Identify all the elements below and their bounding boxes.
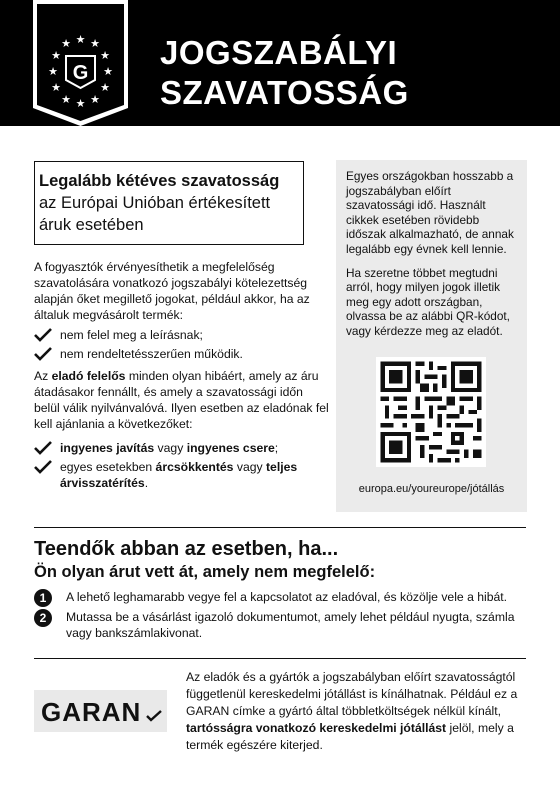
title-line-2: SZAVATOSSÁG (160, 74, 409, 111)
svg-text:G: G (72, 62, 89, 84)
title-line-1: JOGSZABÁLYI (160, 34, 398, 71)
page-title (160, 33, 409, 113)
header-banner (0, 0, 560, 126)
garan-logo-text: GARAN (41, 697, 142, 727)
step-1 (34, 589, 529, 605)
svg-text:★: ★ (100, 49, 110, 62)
sidebar-paragraph-2: Ha szeretne többet megtudni arról, hogy milyen jogok illetik meg egy adott országban, olvassa be az alábbi QR-kódot, vagy kérdezze meg az eladót. (346, 265, 510, 338)
remedy-list (34, 440, 330, 491)
list-item: nem rendeltetésszerűen működik. (34, 346, 330, 362)
step-text: A lehető leghamarabb vegye fel a kapcsolatot az eladóval, és közölje vele a hibát. (66, 590, 508, 604)
headline-bold: Legalább kétéves szavatosság (39, 172, 280, 190)
headline-rest: az Európai Unióban értékesített áruk esetében (39, 194, 271, 234)
checkmark-icon (34, 441, 52, 455)
checkmark-icon (34, 328, 52, 342)
sidebar-paragraph-1: Egyes országokban hosszabb a jogszabályban előírt szavatossági idő. Használt cikkek esetében rövidebb időszak alkalmazható, de annak legalább egy évnek kell lennie. (346, 169, 514, 256)
seller-liability-paragraph: Az eladó felelős minden olyan hibáért, amely az áru átadásakor fennállt, és amely a szavatossági időn belül válik nyilvánvalóvá. Ilyen esetben az eladónak fel kell ajánlania a következőket: (34, 369, 329, 431)
list-item: egyes esetekben árcsökkentés vagy teljes árvisszatérítés. (34, 459, 330, 491)
svg-text:★: ★ (103, 65, 113, 78)
info-sidebar (336, 160, 527, 512)
qr-code[interactable] (376, 357, 486, 467)
divider-top (34, 527, 526, 528)
consumer-rights-paragraph: A fogyasztók érvényesíthetik a megfelelőség szavatolására vonatkozó jogszabályi kötelezettség alapján őket megillető jogokat, például akkor, ha az általuk megvásárolt termék: (34, 260, 310, 322)
step-number-badge: 1 (34, 589, 52, 607)
svg-text:★: ★ (75, 33, 86, 46)
eu-guarantee-badge-icon (33, 0, 128, 126)
steps-subheading: Ön olyan árut vett át, amely nem megfelelő: (34, 563, 376, 581)
svg-text:★: ★ (100, 81, 110, 94)
svg-text:★: ★ (61, 93, 71, 106)
condition-list (34, 327, 330, 362)
garan-logo (34, 690, 167, 732)
divider-bottom (34, 658, 526, 659)
steps-heading: Teendők abban az esetben, ha... (34, 538, 339, 560)
svg-text:★: ★ (51, 49, 61, 62)
europa-link[interactable]: europa.eu/youreurope/jótállás (358, 483, 505, 495)
step-number-badge: 2 (34, 609, 52, 627)
svg-text:★: ★ (51, 81, 61, 94)
svg-text:★: ★ (90, 93, 100, 106)
step-text: Mutassa be a vásárlást igazoló dokumentumot, amely lehet például nyugta, számla vagy bankszámlakivonat. (66, 610, 515, 640)
checkmark-icon (146, 710, 162, 722)
list-item: nem felel meg a leírásnak; (34, 327, 330, 343)
left-column (34, 161, 330, 497)
garan-description: Az eladók és a gyártók a jogszabályban előírt szavatosságtól függetlenül kereskedelmi jótállást is kínálhatnak. Például ez a GARAN címke a gyártó által többletköltségek nélkül kínált, tartósságra vonatkozó kereskedelmi jótállást jelöl, mely a termék egészére kiterjed. (186, 670, 518, 752)
step-2 (34, 609, 529, 641)
svg-text:★: ★ (48, 65, 58, 78)
svg-text:★: ★ (90, 37, 100, 50)
svg-text:★: ★ (75, 97, 86, 110)
svg-text:★: ★ (61, 37, 71, 50)
list-item: ingyenes javítás vagy ingyenes csere; (34, 440, 330, 456)
checkmark-icon (34, 460, 52, 474)
guarantee-headline-box (34, 161, 304, 245)
checkmark-icon (34, 347, 52, 361)
